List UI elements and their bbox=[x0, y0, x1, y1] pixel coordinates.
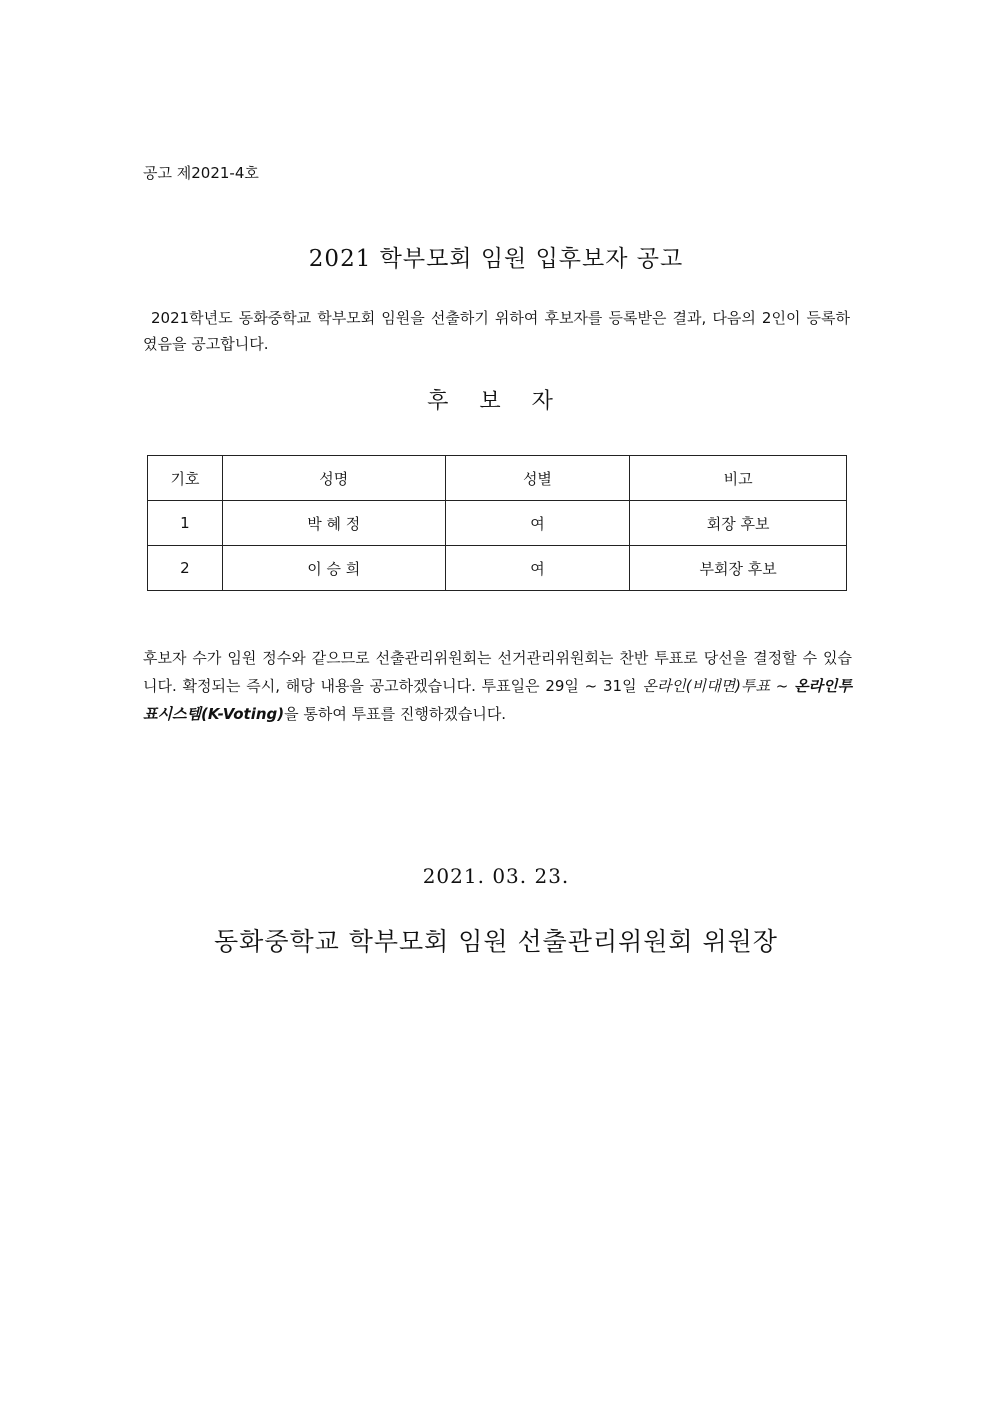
table-row bbox=[148, 501, 847, 546]
body-text-2: 을 통하여 투표를 진행하겠습니다. bbox=[284, 705, 507, 723]
candidates-table bbox=[147, 455, 847, 591]
cell-name: 박 혜 정 bbox=[222, 501, 445, 546]
header-gender: 성별 bbox=[445, 456, 630, 501]
notice-date: 2021. 03. 23. bbox=[422, 864, 570, 888]
body-text-bold-italic: 온라인투표시스템(K-Voting) bbox=[143, 677, 852, 723]
header-number: 기호 bbox=[148, 456, 223, 501]
notice-number: 공고 제2021-4호 bbox=[143, 164, 259, 182]
intro-text: 2021학년도 동화중학교 학부모회 임원을 선출하기 위하여 후보자를 등록받은 결과, 다음의 2인이 등록하였음을 공고합니다. bbox=[143, 309, 850, 353]
cell-gender: 여 bbox=[445, 546, 630, 591]
intro-paragraph bbox=[143, 305, 850, 357]
cell-name: 이 승 희 bbox=[222, 546, 445, 591]
candidates-heading: 후 보 자 bbox=[427, 389, 565, 414]
table-header-row bbox=[148, 456, 847, 501]
cell-note: 부회장 후보 bbox=[630, 546, 847, 591]
body-text-italic: 온라인(비대면)투표 ~ bbox=[642, 677, 795, 695]
cell-gender: 여 bbox=[445, 501, 630, 546]
body-paragraph bbox=[143, 644, 852, 728]
document-title: 2021 학부모회 임원 입후보자 공고 bbox=[308, 246, 684, 272]
cell-note: 회장 후보 bbox=[630, 501, 847, 546]
cell-number: 1 bbox=[148, 501, 223, 546]
body-text-1: 후보자 수가 임원 정수와 같으므로 선출관리위원회는 선거관리위원회는 찬반 투표로 당선을 결정할 수 있습니다. 확정되는 즉시, 해당 내용을 공고하겠습니다. 투표일은 29일 ~ 31일 bbox=[143, 649, 852, 695]
signer-title: 동화중학교 학부모회 임원 선출관리위원회 위원장 bbox=[214, 927, 778, 956]
header-note: 비고 bbox=[630, 456, 847, 501]
header-name: 성명 bbox=[222, 456, 445, 501]
cell-number: 2 bbox=[148, 546, 223, 591]
table-row bbox=[148, 546, 847, 591]
